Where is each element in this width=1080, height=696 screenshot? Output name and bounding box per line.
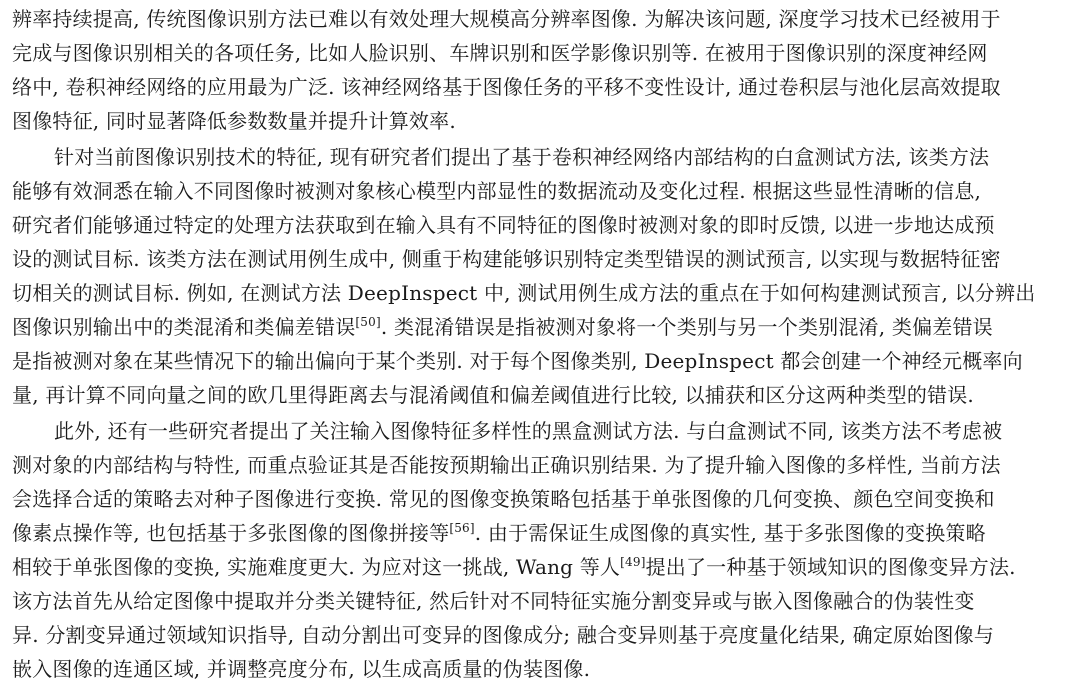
text-line: 嵌入图像的连通区域, 并调整亮度分布, 以生成高质量的伪装图像. (12, 657, 591, 681)
text-segment: 图像识别输出中的类混淆和类偏差错误 (12, 315, 356, 339)
text-line: 是指被测对象在某些情况下的输出偏向于某个类别. 对于每个图像类别, DeepInspect 都会创建一个神经元概率向 (12, 349, 1023, 373)
text-line: 设的测试目标. 该类方法在测试用例生成中, 侧重于构建能够识别特定类型错误的测试预言, 以实现与数据特征密 (12, 247, 1001, 271)
text-line: 针对当前图像识别技术的特征, 现有研究者们提出了基于卷积神经网络内部结构的白盒测试方法, 该类方法 (54, 145, 990, 169)
text-segment: 像素点操作等, 也包括基于多张图像的图像拼接等 (12, 521, 450, 545)
text-segment: 相较于单张图像的变换, 实施难度更大. 为应对这一挑战, Wang 等人 (12, 555, 621, 579)
text-line: 研究者们能够通过特定的处理方法获取到在输入具有不同特征的图像时被测对象的即时反馈, 以进一步地达成预 (12, 213, 995, 237)
text-line: 会选择合适的策略去对种子图像进行变换. 常见的图像变换策略包括基于单张图像的几何变换、颜色空间变换和 (12, 487, 995, 511)
text-line: 量, 再计算不同向量之间的欧几里得距离去与混淆阈值和偏差阈值进行比较, 以捕获和区分这两种类型的错误. (12, 383, 974, 407)
citation-50[interactable]: [50] (355, 315, 381, 329)
text-line: 完成与图像识别相关的各项任务, 比如人脸识别、车牌识别和医学影像识别等. 在被用于图像识别的深度神经网 (12, 41, 988, 65)
text-line: 异. 分割变异通过领域知识指导, 自动分割出可变异的图像成分; 融合变异则基于亮度量化结果, 确定原始图像与 (12, 623, 995, 647)
text-line (12, 550, 1016, 584)
text-line: 该方法首先从给定图像中提取并分类关键特征, 然后针对不同特征实施分割变异或与嵌入图像融合的伪装性变 (12, 589, 975, 613)
text-line: 辨率持续提高, 传统图像识别方法已难以有效处理大规模高分辨率图像. 为解决该问题, 深度学习技术已经被用于 (12, 7, 1001, 31)
text-line: 络中, 卷积神经网络的应用最为广泛. 该神经网络基于图像任务的平移不变性设计, 通过卷积层与池化层高效提取 (12, 75, 1001, 99)
text-segment: 提出了一种基于领域知识的图像变异方法. (645, 555, 1016, 579)
text-line: 测对象的内部结构与特性, 而重点验证其是否能按预期输出正确识别结果. 为了提升输入图像的多样性, 当前方法 (12, 453, 1001, 477)
text-line: 图像特征, 同时显著降低参数数量并提升计算效率. (12, 109, 456, 133)
citation-56[interactable]: [56] (449, 521, 475, 535)
text-segment: . 类混淆错误是指被测对象将一个类别与另一个类别混淆, 类偏差错误 (380, 315, 993, 339)
text-line (12, 516, 986, 550)
text-segment: . 由于需保证生成图像的真实性, 基于多张图像的变换策略 (474, 521, 986, 545)
text-line (12, 310, 993, 344)
text-line: 切相关的测试目标. 例如, 在测试方法 DeepInspect 中, 测试用例生成方法的重点在于如何构建测试预言, 以分辨出 (12, 281, 1036, 305)
text-line: 能够有效洞悉在输入不同图像时被测对象核心模型内部显性的数据流动及变化过程. 根据这些显性清晰的信息, (12, 179, 982, 203)
text-line: 此外, 还有一些研究者提出了关注输入图像特征多样性的黑盒测试方法. 与白盒测试不同, 该类方法不考虑被 (54, 419, 1003, 443)
citation-49[interactable]: [49] (620, 555, 646, 569)
